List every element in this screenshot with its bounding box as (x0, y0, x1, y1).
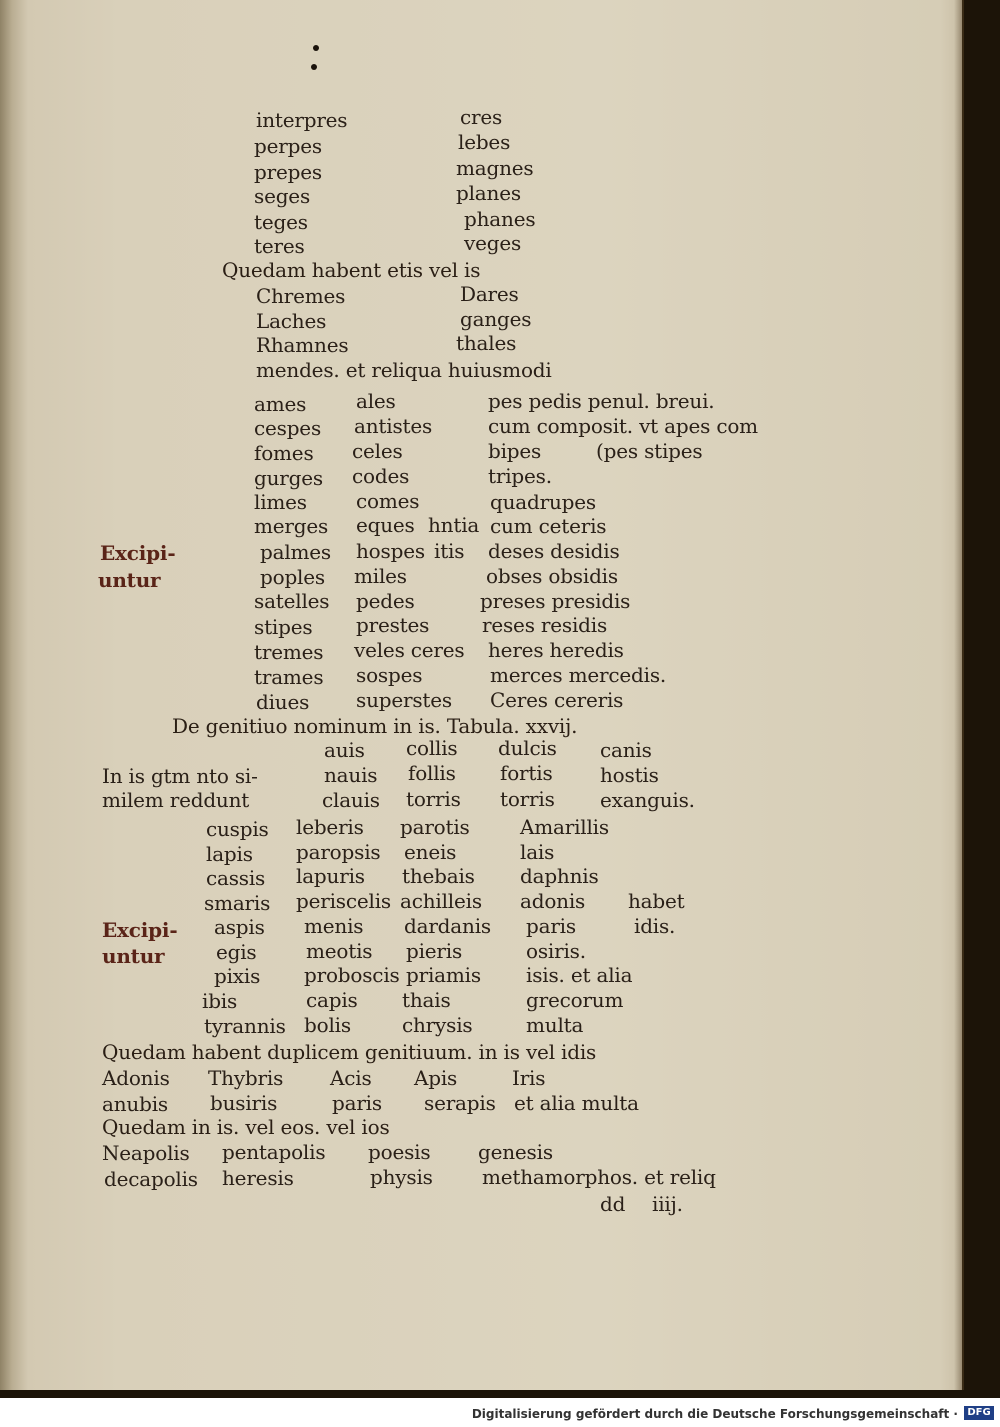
text-line: ganges (460, 307, 532, 331)
text-line: In is gtm nto si- (102, 764, 258, 788)
text-line: thebais (402, 864, 475, 888)
text-line: Thybris (208, 1066, 284, 1090)
text-line: auis (324, 738, 365, 762)
text-line: habet (628, 889, 685, 913)
text-line: lebes (458, 130, 511, 154)
text-line: iiij. (652, 1192, 683, 1216)
text-line: Excipi- (102, 918, 178, 942)
text-line: itis (434, 539, 465, 563)
text-line: paris (526, 914, 576, 938)
text-line: heres heredis (488, 638, 624, 662)
text-line: poples (260, 565, 325, 589)
text-line: ales (356, 389, 396, 413)
text-line: tripes. (488, 464, 552, 488)
text-line: miles (354, 564, 407, 588)
text-line: paris (332, 1091, 382, 1115)
text-line: Quedam habent duplicem genitiuum. in is vel idis (102, 1040, 597, 1064)
text-line: Acis (330, 1066, 372, 1090)
text-line: menis (304, 914, 364, 938)
text-line: isis. et alia (526, 963, 633, 987)
text-line: gurges (254, 466, 323, 490)
text-line: cres (460, 105, 503, 129)
text-line: Quedam in is. vel eos. vel ios (102, 1115, 390, 1139)
footer-credit: Digitalisierung gefördert durch die Deutsche Forschungsgemeinschaft · (471, 1407, 958, 1421)
text-line: Excipi- (100, 541, 176, 565)
text-line: lapuris (296, 864, 365, 888)
text-line: diues (256, 690, 310, 714)
text-line: pes pedis penul. breui. (488, 389, 715, 413)
text-line: hntia (428, 513, 480, 537)
text-line: eneis (404, 840, 457, 864)
text-line: poesis (368, 1140, 431, 1164)
text-line: clauis (322, 788, 380, 812)
text-line: antistes (354, 414, 433, 438)
text-line: reses residis (482, 613, 608, 637)
text-line: interpres (256, 108, 348, 132)
text-line: Chremes (256, 284, 346, 308)
text-line: dd (600, 1192, 626, 1216)
text-line: hospes (356, 539, 425, 563)
text-line: sospes (356, 663, 423, 687)
text-line: satelles (254, 589, 330, 613)
text-line: teres (254, 234, 305, 258)
text-line: teges (254, 210, 308, 234)
text-line: Quedam habent etis vel is (222, 258, 481, 282)
text-line: idis. (634, 914, 676, 938)
text-line: leberis (296, 815, 364, 839)
text-line: pentapolis (222, 1140, 326, 1164)
text-line: Neapolis (102, 1141, 190, 1165)
text-line: Rhamnes (256, 333, 349, 357)
text-line: methamorphos. et reliq (482, 1165, 716, 1189)
text-line: eques (356, 513, 415, 537)
text-line: untur (98, 568, 161, 592)
text-line: capis (306, 988, 358, 1012)
text-line: deses desidis (488, 539, 620, 563)
text-line: prestes (356, 613, 430, 637)
text-line: anubis (102, 1092, 168, 1116)
text-line: adonis (520, 889, 586, 913)
text-line: preses presidis (480, 589, 631, 613)
text-line: cuspis (206, 817, 269, 841)
ink-dot (313, 45, 319, 51)
text-line: bipes (488, 439, 542, 463)
text-line: Ceres cereris (490, 688, 624, 712)
text-line: pixis (214, 964, 261, 988)
dfg-logo: DFG (964, 1406, 994, 1420)
text-line: periscelis (296, 889, 391, 913)
text-line: et alia multa (514, 1091, 639, 1115)
text-line: lais (520, 840, 555, 864)
text-line: multa (526, 1013, 584, 1037)
text-line: genesis (478, 1140, 553, 1164)
text-line: daphnis (520, 864, 599, 888)
text-line: planes (456, 181, 521, 205)
text-line: trames (254, 665, 324, 689)
text-line: fortis (500, 761, 553, 785)
text-line: cum ceteris (490, 514, 607, 538)
text-line: Iris (512, 1066, 546, 1090)
text-line: osiris. (526, 939, 586, 963)
text-line: physis (370, 1165, 433, 1189)
text-line: palmes (260, 540, 331, 564)
text-line: thais (402, 988, 451, 1012)
text-line: torris (406, 787, 461, 811)
text-line: cassis (206, 866, 266, 890)
text-line: fomes (254, 441, 314, 465)
text-line: egis (216, 940, 257, 964)
text-line: perpes (254, 134, 322, 158)
text-line: untur (102, 944, 165, 968)
footer (0, 1398, 1000, 1427)
text-line: decapolis (104, 1167, 198, 1191)
text-line: exanguis. (600, 788, 695, 812)
text-line: codes (352, 464, 410, 488)
text-line: milem reddunt (102, 788, 250, 812)
text-line: heresis (222, 1166, 294, 1190)
text-line: paropsis (296, 840, 381, 864)
text-line: tyrannis (204, 1014, 286, 1038)
text-line: stipes (254, 615, 313, 639)
text-line: mendes. et reliqua huiusmodi (256, 358, 552, 382)
text-line: hostis (600, 763, 659, 787)
text-line: collis (406, 736, 458, 760)
text-line: pedes (356, 589, 415, 613)
text-line: chrysis (402, 1013, 473, 1037)
text-line: priamis (406, 963, 481, 987)
text-line: prepes (254, 160, 322, 184)
text-line: torris (500, 787, 555, 811)
text-line: De genitiuo nominum in is. Tabula. xxvij. (172, 714, 578, 738)
text-line: merces mercedis. (490, 663, 667, 687)
text-line: parotis (400, 815, 470, 839)
text-line: proboscis (304, 963, 400, 987)
text-line: veles ceres (354, 638, 465, 662)
text-line: celes (352, 439, 403, 463)
text-line: limes (254, 490, 307, 514)
text-line: seges (254, 184, 311, 208)
text-line: canis (600, 738, 652, 762)
text-line: thales (456, 331, 517, 355)
text-line: aspis (214, 915, 265, 939)
text-line: grecorum (526, 988, 624, 1012)
text-line: serapis (424, 1091, 496, 1115)
text-line: merges (254, 514, 329, 538)
text-line: Apis (414, 1066, 458, 1090)
text-line: ibis (202, 989, 238, 1013)
text-line: magnes (456, 156, 534, 180)
text-line: comes (356, 489, 420, 513)
text-line: lapis (206, 842, 253, 866)
text-line: tremes (254, 640, 324, 664)
text-line: dulcis (498, 736, 557, 760)
text-line: Amarillis (520, 815, 609, 839)
text-line: achilleis (400, 889, 482, 913)
text-line: Dares (460, 282, 519, 306)
text-line: cum composit. vt apes com (488, 414, 758, 438)
text-line: obses obsidis (486, 564, 618, 588)
text-line: follis (408, 761, 456, 785)
text-line: meotis (306, 939, 373, 963)
text-line: dardanis (404, 914, 491, 938)
ink-dot (311, 64, 317, 70)
text-line: ames (254, 392, 307, 416)
text-line: bolis (304, 1013, 351, 1037)
text-line: veges (464, 231, 522, 255)
text-line: cespes (254, 416, 322, 440)
text-line: superstes (356, 688, 452, 712)
text-line: busiris (210, 1091, 278, 1115)
text-line: (pes stipes (596, 439, 703, 463)
text-line: phanes (464, 207, 536, 231)
text-line: smaris (204, 891, 271, 915)
text-line: Laches (256, 309, 327, 333)
text-line: Adonis (102, 1066, 170, 1090)
text-line: nauis (324, 763, 378, 787)
text-line: quadrupes (490, 490, 596, 514)
text-line: pieris (406, 939, 463, 963)
